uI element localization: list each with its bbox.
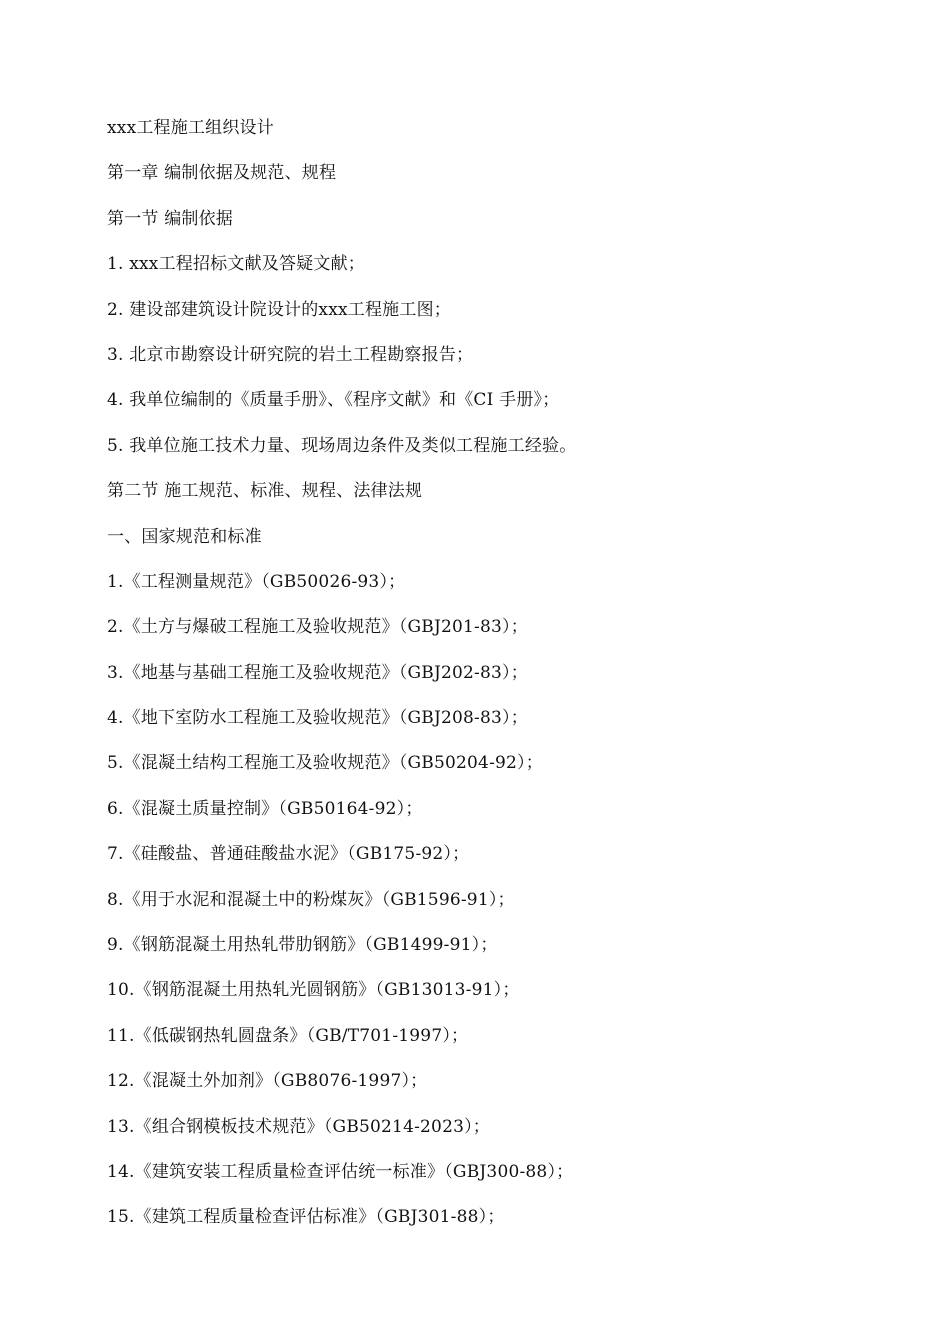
- standard-item: 7.《硅酸盐、普通硅酸盐水泥》（GB175-92）；: [107, 844, 470, 865]
- chapter-heading: 第一章 编制依据及规范、规程: [107, 163, 337, 184]
- standard-item: 12.《混凝土外加剂》（GB8076-1997）；: [107, 1071, 428, 1092]
- standard-item: 8.《用于水泥和混凝土中的粉煤灰》（GB1596-91）；: [107, 889, 515, 910]
- standard-item: 6.《混凝土质量控制》（GB50164-92）；: [107, 798, 423, 819]
- basis-item: 2. 建设部建筑设计院设计的xxx工程施工图；: [107, 299, 451, 320]
- document-title: xxx工程施工组织设计: [107, 118, 274, 138]
- document-body: [107, 113, 887, 1248]
- standard-item: 2.《土方与爆破工程施工及验收规范》（GBJ201-83）；: [107, 617, 528, 638]
- standard-item: 13.《组合钢模板技术规范》（GB50214-2023）；: [107, 1116, 490, 1137]
- standard-item: 11.《低碳钢热轧圆盘条》（GB/T701-1997）；: [107, 1025, 469, 1046]
- basis-item: 3. 北京市勘察设计研究院的岩土工程勘察报告；: [107, 344, 474, 365]
- basis-item: 5. 我单位施工技术力量、现场周边条件及类似工程施工经验。: [107, 435, 577, 456]
- section-heading: 第一节 编制依据: [107, 208, 234, 229]
- standard-item: 10.《钢筋混凝土用热轧光圆钢筋》（GB13013-91）；: [107, 980, 520, 1001]
- standard-item: 14.《建筑安装工程质量检查评估统一标准》（GBJ300-88）；: [107, 1161, 574, 1182]
- standard-item: 4.《地下室防水工程施工及验收规范》（GBJ208-83）；: [107, 708, 528, 729]
- basis-item: 1. xxx工程招标文献及答疑文献；: [107, 254, 365, 275]
- subsection-heading: 一、国家规范和标准: [107, 526, 262, 547]
- standard-item: 1.《工程测量规范》（GB50026-93）；: [107, 571, 406, 592]
- section-heading: 第二节 施工规范、标准、规程、法律法规: [107, 481, 423, 502]
- standard-item: 9.《钢筋混凝土用热轧带肋钢筋》（GB1499-91）；: [107, 935, 498, 956]
- standard-item: 3.《地基与基础工程施工及验收规范》（GBJ202-83）；: [107, 662, 528, 683]
- basis-item: 4. 我单位编制的《质量手册》、《程序文献》和《CI 手册》；: [107, 390, 560, 411]
- standard-item: 15.《建筑工程质量检查评估标准》（GBJ301-88）；: [107, 1207, 505, 1228]
- standard-item: 5.《混凝土结构工程施工及验收规范》（GB50204-92）；: [107, 753, 543, 774]
